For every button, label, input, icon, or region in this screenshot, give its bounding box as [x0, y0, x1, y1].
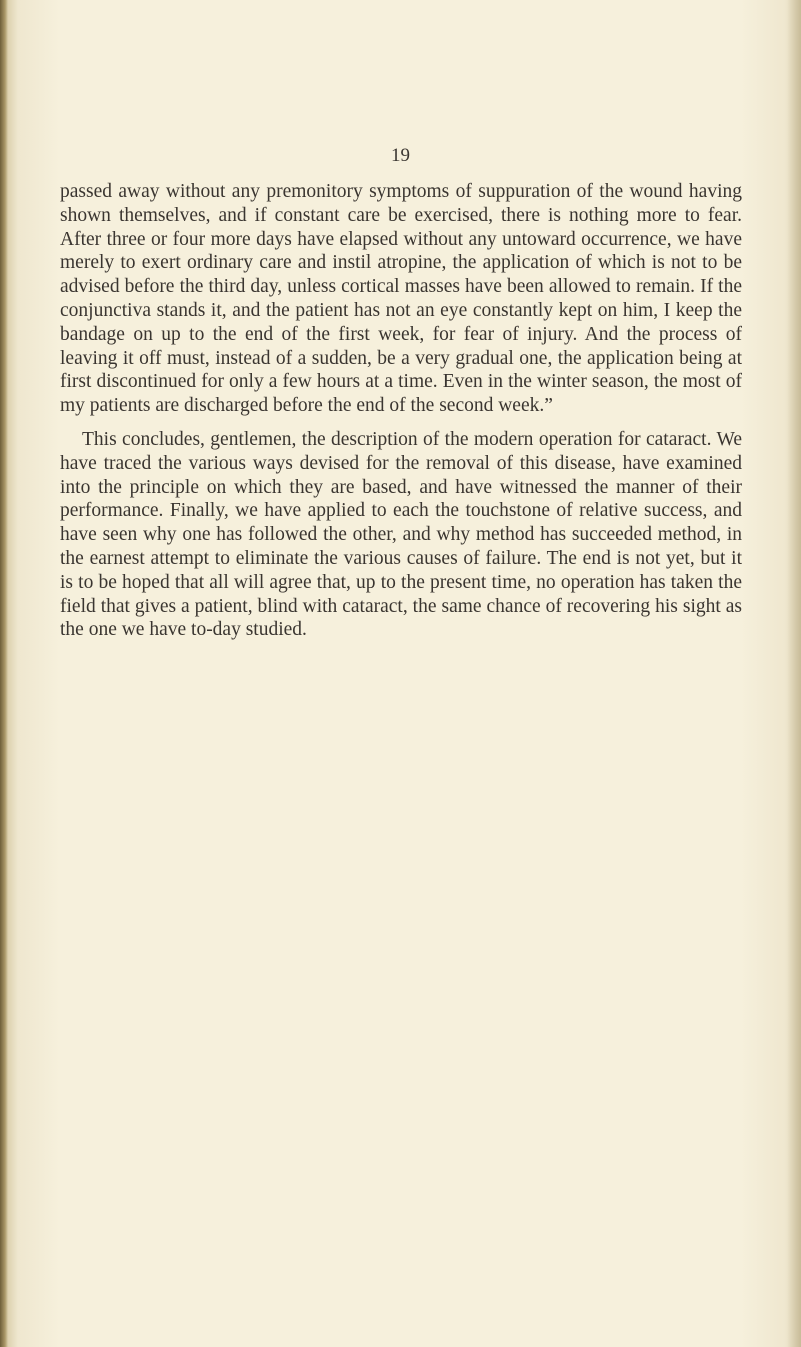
- paragraph-continued: passed away without any premonitory symptoms of suppuration of the wound having shown themselves, and if constant care be exercised, there is nothing more to fear. After three or four more days have elapsed without any untoward occurrence, we have merely to exert ordinary care and instil atropine, the application of which is not to be advised before the third day, unless cortical masses have been allowed to remain. If the conjunctiva stands it, and the patient has not an eye constantly kept on him, I keep the bandage on up to the end of the first week, for fear of injury. And the process of leaving it off must, instead of a sudden, be a very gradual one, the application being at first discontinued for only a few hours at a time. Even in the winter season, the most of my patients are discharged before the end of the second week.”: [60, 181, 742, 417]
- paragraph-conclusion: This concludes, gentlemen, the description of the modern operation for cataract. We have traced the various ways devised for the removal of this disease, have examined into the principle on which they are based, and have witnessed the manner of their performance. Finally, we have applied to each the touchstone of relative success, and have seen why one has followed the other, and why method has succeeded method, in the earnest attempt to eliminate the various causes of failure. The end is not yet, but it is to be hoped that all will agree that, up to the present time, no operation has taken the field that gives a patient, blind with cataract, the same chance of recovering his sight as the one we have to-day studied.: [60, 428, 742, 641]
- page-edge: [787, 0, 801, 1347]
- binding-shadow: [0, 0, 8, 1347]
- page-number: 19: [391, 145, 410, 166]
- page-body: [60, 180, 742, 642]
